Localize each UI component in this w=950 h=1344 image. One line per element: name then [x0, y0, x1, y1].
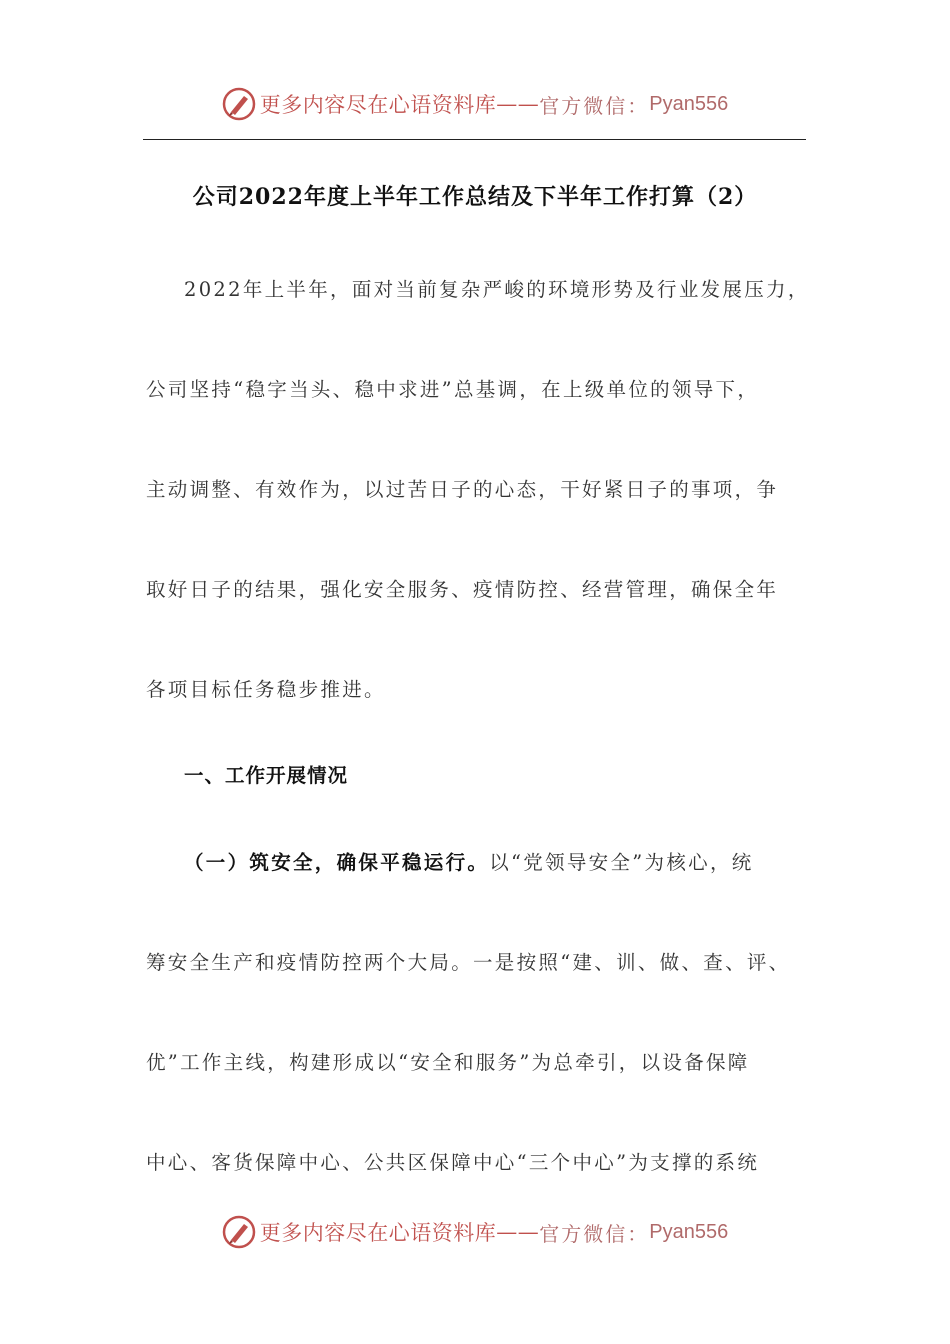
pen-logo-icon: [222, 87, 256, 121]
header-wechat-label: 官方微信：: [539, 93, 650, 118]
paragraph-line: 取好日子的结果，强化安全服务、疫情防控、经营管理，确保全年: [146, 578, 779, 601]
header-dash: ——: [496, 92, 540, 116]
paragraph-line: 各项目标任务稳步推进。: [146, 678, 386, 701]
footer-dash: ——: [496, 1220, 540, 1244]
paragraph-line: 2022年上半年，面对当前复杂严峻的环境形势及行业发展压力，: [184, 278, 810, 301]
paragraph-line: 公司坚持“稳字当头、稳中求进”总基调，在上级单位的领导下，: [146, 378, 760, 401]
document-title: 公司2022年度上半年工作总结及下半年工作打算（2）: [192, 184, 758, 210]
header-banner: [0, 84, 950, 124]
header-wechat-id: Pyan556: [649, 92, 729, 115]
footer-banner: [0, 1212, 950, 1252]
paragraph-line: 中心、客货保障中心、公共区保障中心“三个中心”为支撑的系统: [146, 1151, 760, 1174]
footer-wechat-label: 官方微信：: [539, 1221, 650, 1246]
header-site-text: 更多内容尽在心语资料库: [259, 93, 497, 117]
subsection-heading: （一）筑安全，确保平稳运行。: [184, 851, 490, 874]
section-heading: 一、工作开展情况: [184, 764, 349, 787]
subsection-line: [184, 847, 754, 875]
paragraph-line: 优”工作主线，构建形成以“安全和服务”为总牵引，以设备保障: [146, 1051, 750, 1074]
paragraph-line: 主动调整、有效作为，以过苦日子的心态，干好紧日子的事项，争: [146, 478, 779, 501]
subsection-text: 以“党领导安全”为核心，统: [489, 851, 754, 874]
paragraph-line: 筹安全生产和疫情防控两个大局。一是按照“建、训、做、查、评、: [146, 951, 791, 974]
footer-site-text: 更多内容尽在心语资料库: [259, 1221, 497, 1245]
header-divider: [143, 139, 806, 140]
footer-wechat-id: Pyan556: [649, 1220, 729, 1243]
pen-logo-icon: [222, 1215, 256, 1249]
